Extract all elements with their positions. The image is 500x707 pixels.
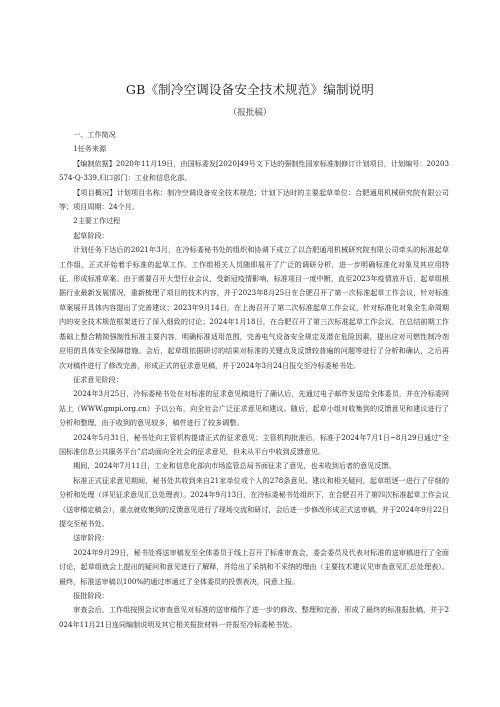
paragraph-drafting: 计划任务下达后的2021年3月，在冷标委秘书处的组织和协调下成立了以合肥通用机械研究院有限公司牵头的标准起草工作组，正式开始着手标准的起草工作。工作组相关人员随即展开了广泛的调研分析，进一步明确标准化对象及其应用特征，形成标准草案。由于需要召开大型行业会议，受新冠疫情影响，标准项目一度中断，直至2023年疫情放开后，起草组根据行业最新发展情况，重新梳理了项目的技术内容，并于2023年8月25日在合肥召开了第一次标准起草工作会议，针对标准草案展开具体内容提出了完善建议；2023年9月14日，在上海召开了第二次标准起草工作会议，针对标准化对象全生命周期内的安全技术规范框架进行了深入细致的讨论；2024年1月18日，在合肥召开了第三次标准起草工作会议，在总结前期工作基础上整合精简强制性标准主要内容，明确标准适用范围，完善电气设备安全规定及潜在危险因素，提出应对可燃性制冷剂应用的具体安全保障措施。会后，起草组依据研讨的结果对标准的关键点及反馈较普遍的问题等进行了分析和确认，之后再次对稿件进行了修改完善，形成正式的征求意见稿，并于2024年3月24日报交至冷标委秘书处。 — [59, 245, 449, 370]
stage-label-review: 送审阶段： — [73, 533, 109, 543]
stage-label-approval: 报批阶段： — [73, 591, 109, 600]
document-title: GB《制冷空调设备安全技术规范》编制说明 — [125, 82, 375, 97]
paragraph-comment-4: 标准正式征求意见期间，秘书处共收到来自21家单位或个人的278条意见、建议和相关疑问，起草组逐一进行了仔细的分析和处理（详见征求意见汇总处理表）。2024年9月13日，在冷标委秘书处组织下，在合肥召开了第四次标准起草工作会议（送审稿定稿会），重点就收集到的反馈意见进行了现场交流和研讨，会后进一步修改形成正式送审稿，并于2024年9月22日提交至秘书处。 — [59, 475, 449, 528]
paragraph-review: 2024年9月29日，秘书处将送审稿发至全体委员于线上召开了标准审查会，委会委员及代表对标准的送审稿进行了全面讨论，起草组就会上提出的疑问和意见进行了解释，并给出了采纳和不采纳的理由（主要技术建议见审查意见汇总处理表）。最终，标准送审稿以100%的通过率通过了全体委员的投票表决，同意上报。 — [59, 547, 449, 586]
subsection-heading-work-process: 2主要工作过程 — [73, 216, 121, 226]
paragraph-approval: 审查会后，工作组按照会议审查意见对标准的送审稿作了进一步的修改、整理和完善，形成了最终的标准报批稿，并于2024年11月21日连同编制说明及其它相关报批材料一并报至冷标委秘书处。 — [59, 605, 449, 629]
subsection-heading-task-source: 1任务来源 — [73, 144, 107, 154]
paragraph-comment-2: 2024年5月31日，秘书处向主管机构提请正式的征求意见；主管机构批准后，标准于2024年7月1日~8月29日通过“全国标准信息公共服务平台”启动面向全社会的征求意见，但未从平台中收到反馈意见。 — [59, 432, 449, 456]
paragraph-project-overview: 【项目概况】计划项目名称：制冷空调设备安全技术规范；计划下达时的主要起草单位：合肥通用机械研究院有限公司等；项目周期：24个月。 — [59, 187, 449, 212]
document-body — [59, 128, 449, 632]
paragraph-comment-1: 2024年3月25日，冷标委秘书处在对标准的征求意见稿进行了确认后，先通过电子邮件发送给全体委员，并在冷标委网站上（WWW.gmpi.org.cn）予以公布，向全社会广泛征求意见和建议。随后，起草小组对收集到的反馈意见和建议进行了分析和整理，由于收到的意见较多，稿件进行了较多调整。 — [59, 389, 449, 428]
stage-label-drafting: 起草阶段： — [73, 230, 109, 240]
paragraph-comment-3: 期间，2024年7月11日，工业和信息化部向市场监管总局书面征求了意见，也未收到后者的意见反馈。 — [73, 461, 396, 471]
paragraph-basis: 【编制依据】2020年11月19日，由国标委发[2020]49号文下达的强制性国家标准制修订计划项目，计划编号：20203574-Q-339,归口部门：工业和信息化部。 — [59, 158, 449, 183]
document-subtitle: （报批稿） — [228, 108, 272, 118]
section-heading-work-overview: 一、工作简况 — [73, 130, 116, 139]
stage-label-comment: 征求意见阶段： — [73, 374, 123, 384]
